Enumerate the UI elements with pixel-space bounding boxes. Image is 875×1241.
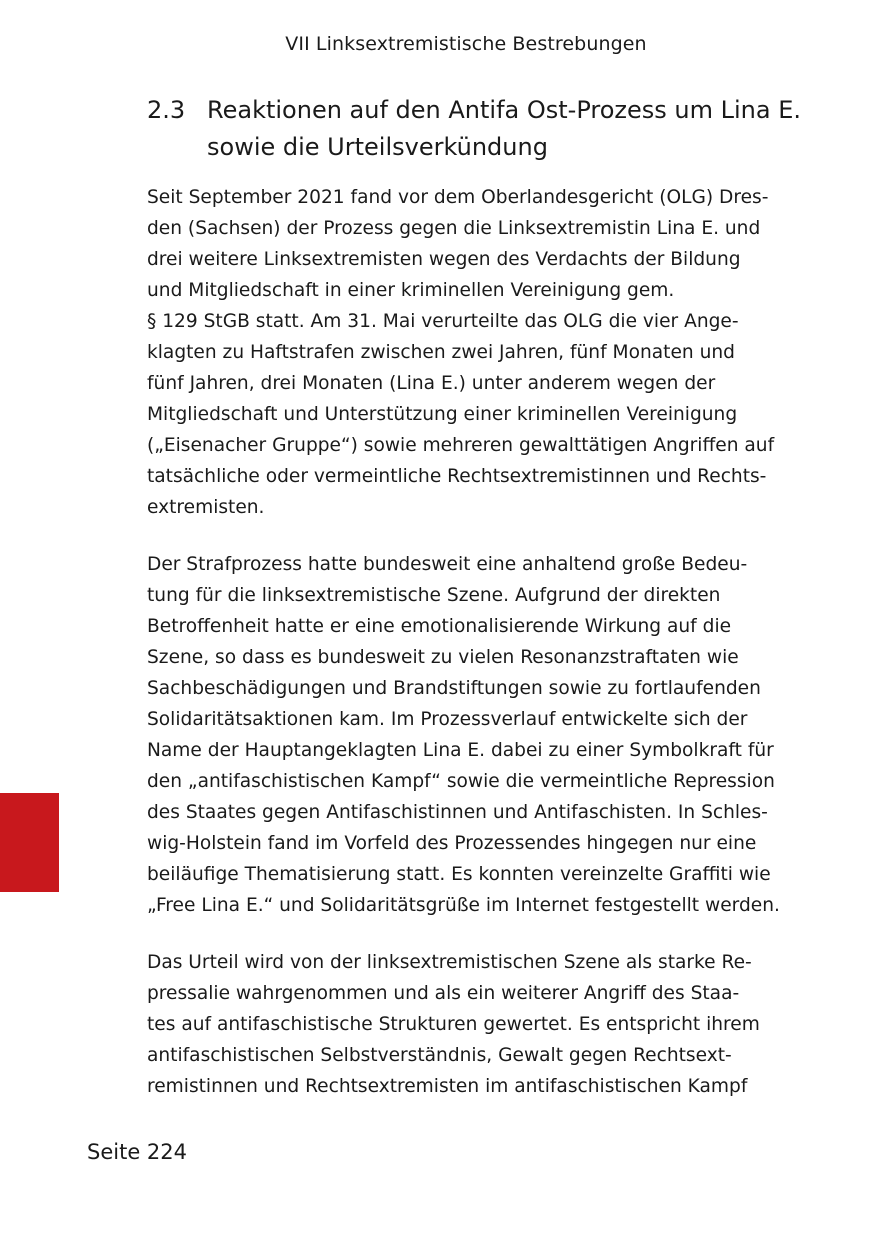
running-header: VII Linksextremistische Bestrebungen xyxy=(285,33,647,55)
page-number: Seite 224 xyxy=(87,1140,187,1164)
text-line: drei weitere Linksextremisten wegen des Verdachts der Bildung xyxy=(147,249,741,270)
text-line: klagten zu Haftstrafen zwischen zwei Jahren, fünf Monaten und xyxy=(147,342,735,363)
text-line: Seit September 2021 fand vor dem Oberlandesgericht (OLG) Dres- xyxy=(147,187,769,208)
section-title-line: sowie die Urteilsverkündung xyxy=(207,133,548,161)
text-line: Solidaritätsaktionen kam. Im Prozessverlauf entwickelte sich der xyxy=(147,709,748,730)
text-line: („Eisenacher Gruppe“) sowie mehreren gewalttätigen Angriffen auf xyxy=(147,435,775,456)
text-line: tatsächliche oder vermeintliche Rechtsextremistinnen und Rechts- xyxy=(147,466,767,487)
text-line: Mitgliedschaft und Unterstützung einer kriminellen Vereinigung xyxy=(147,404,738,425)
chapter-side-marker xyxy=(0,793,59,892)
text-line: antifaschistischen Selbstverständnis, Gewalt gegen Rechtsext- xyxy=(147,1045,732,1066)
text-line: pressalie wahrgenommen und als ein weiterer Angriff des Staa- xyxy=(147,983,740,1004)
text-line: remistinnen und Rechtsextremisten im antifaschistischen Kampf xyxy=(147,1076,748,1097)
text-line: und Mitgliedschaft in einer kriminellen Vereinigung gem. xyxy=(147,280,675,301)
section-title xyxy=(207,92,807,166)
text-line: „Free Lina E.“ und Solidaritätsgrüße im Internet festgestellt werden. xyxy=(147,895,780,916)
text-line: Sachbeschädigungen und Brandstiftungen sowie zu fortlaufenden xyxy=(147,678,761,699)
paragraph-1 xyxy=(147,182,787,523)
paragraph-3 xyxy=(147,947,787,1102)
text-line: den (Sachsen) der Prozess gegen die Linksextremistin Lina E. und xyxy=(147,218,761,239)
text-line: wig-Holstein fand im Vorfeld des Prozessendes hingegen nur eine xyxy=(147,833,757,854)
paragraph-2 xyxy=(147,549,787,921)
text-line: des Staates gegen Antifaschistinnen und Antifaschisten. In Schles- xyxy=(147,802,768,823)
text-line: Szene, so dass es bundesweit zu vielen Resonanzstraftaten wie xyxy=(147,647,739,668)
text-line: den „antifaschistischen Kampf“ sowie die vermeintliche Repression xyxy=(147,771,775,792)
text-line: beiläufige Thematisierung statt. Es konnten vereinzelte Graffiti wie xyxy=(147,864,771,885)
text-line: tung für die linksextremistische Szene. Aufgrund der direkten xyxy=(147,585,721,606)
text-line: Betroffenheit hatte er eine emotionalisierende Wirkung auf die xyxy=(147,616,732,637)
text-line: Der Strafprozess hatte bundesweit eine anhaltend große Bedeu- xyxy=(147,554,748,575)
text-line: tes auf antifaschistische Strukturen gewertet. Es entspricht ihrem xyxy=(147,1014,760,1035)
text-line: Name der Hauptangeklagten Lina E. dabei zu einer Symbolkraft für xyxy=(147,740,774,761)
text-line: fünf Jahren, drei Monaten (Lina E.) unter anderem wegen der xyxy=(147,373,716,394)
section-heading xyxy=(147,92,807,166)
text-line: Das Urteil wird von der linksextremistischen Szene als starke Re- xyxy=(147,952,752,973)
text-line: extremisten. xyxy=(147,497,265,518)
text-line: § 129 StGB statt. Am 31. Mai verurteilte das OLG die vier Ange- xyxy=(147,311,739,332)
section-title-line: Reaktionen auf den Antifa Ost-Prozess um Lina E. xyxy=(207,96,802,124)
section-number: 2.3 xyxy=(147,96,186,124)
